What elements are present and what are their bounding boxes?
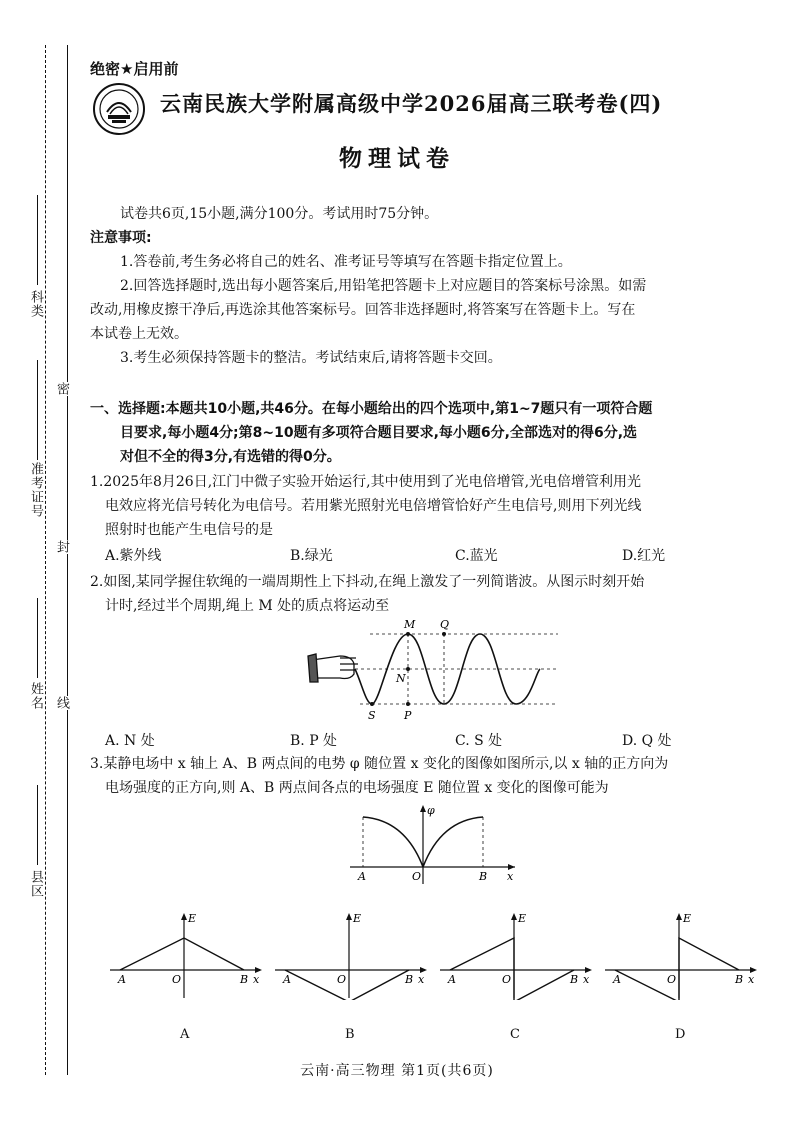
binding-line-outer [45,45,46,1075]
label-p: P [404,709,412,722]
section-heading: 一、选择题:本题共10小题,共46分。在每小题给出的四个选项中,第1~7题只有一项符合题 [90,401,653,417]
svg-text:O: O [502,973,512,986]
note-line: 2.回答选择题时,选出每小题答案后,用铅笔把答题卡上对应题目的答案标号涂黑。如需 [120,278,647,294]
q3-stem: 电场强度的正方向,则 A、B 两点间各点的电场强度 E 随位置 x 变化的图像可能为 [105,780,609,796]
q1-option-c[interactable]: C.蓝光 [455,548,498,564]
q3-option-b-label[interactable]: B [345,1027,355,1042]
subject-label: 科类 [28,290,43,318]
county-label: 县区 [28,870,43,898]
svg-text:x: x [253,973,260,986]
q2-stem: 计时,经过半个周期,绳上 M 处的质点将运动至 [105,598,390,614]
q1-stem: 1.2025年8月26日,江门中微子实验开始运行,其中使用到了光电倍增管,光电倍增管利用光 [90,474,642,490]
svg-text:A: A [613,973,621,986]
secret-mark: 绝密★启用前 [90,60,179,78]
section-heading: 目要求,每小题4分;第8~10题有多项符合题目要求,每小题6分,全部选对的得6分,选 [120,425,638,441]
label-n: N [396,672,406,685]
svg-text:A: A [448,973,456,986]
q1-stem: 照射时也能产生电信号的是 [105,522,273,538]
svg-text:B: B [570,973,579,986]
phi-label-x: x [507,870,514,883]
svg-text:A: A [283,973,291,986]
q3-option-d-graph[interactable] [605,910,765,1000]
phi-label-a: A [358,870,366,883]
phi-axis-label: φ [427,804,435,817]
exam-id-blank [37,360,38,460]
subject-blank [37,195,38,285]
q2-option-a[interactable]: A. N 处 [105,733,155,749]
county-blank [37,785,38,865]
svg-text:E: E [188,912,197,925]
seal-char-xian: 线 [54,696,69,710]
q3-option-c-label[interactable]: C [510,1027,520,1042]
q1-stem: 电效应将光信号转化为电信号。若用紫光照射光电倍增管恰好产生电信号,则用下列光线 [105,498,642,514]
svg-text:E: E [683,912,692,925]
q1-option-b[interactable]: B.绿光 [290,548,333,564]
seal-char-feng: 封 [54,540,69,554]
name-blank [37,598,38,678]
phi-label-o: O [412,870,422,883]
page-footer: 云南·高三物理 第1页(共6页) [300,1063,494,1079]
q3-option-a-graph[interactable] [110,910,270,1000]
note-line: 3.考生必须保持答题卡的整洁。考试结束后,请将答题卡交回。 [120,350,502,366]
q3-phi-graph [345,802,525,887]
q3-option-c-graph[interactable] [440,910,600,1000]
svg-text:x: x [583,973,590,986]
q2-option-d[interactable]: D. Q 处 [622,733,672,749]
svg-text:E: E [518,912,527,925]
q2-option-c[interactable]: C. S 处 [455,733,503,749]
q1-option-a[interactable]: A.紫外线 [105,548,162,564]
q1-option-d[interactable]: D.红光 [622,548,666,564]
svg-text:O: O [667,973,677,986]
svg-text:O: O [172,973,182,986]
name-label: 姓名 [28,682,43,710]
label-q: Q [440,618,450,631]
svg-text:O: O [337,973,347,986]
phi-label-b: B [479,870,488,883]
label-s: S [368,709,376,722]
q2-stem: 2.如图,某同学握住软绳的一端周期性上下抖动,在绳上激发了一列简谐波。从图示时刻开始 [90,574,645,590]
q3-option-b-graph[interactable] [275,910,435,1000]
q3-stem: 3.某静电场中 x 轴上 A、B 两点间的电势 φ 随位置 x 变化的图像如图所示,以 x 轴的正方向为 [90,756,669,772]
q3-option-d-label[interactable]: D [675,1027,686,1042]
svg-text:B: B [405,973,414,986]
note-line: 改动,用橡皮擦干净后,再选涂其他答案标号。回答非选择题时,将答案写在答题卡上。写在 [90,302,636,318]
seal-char-mi: 密 [54,382,69,396]
svg-text:x: x [418,973,425,986]
binding-line-inner [67,45,68,1075]
svg-text:A: A [118,973,126,986]
q3-option-a-label[interactable]: A [180,1027,190,1042]
school-title: 云南民族大学附属高级中学2026届高三联考卷(四) [160,91,663,116]
svg-text:B: B [735,973,744,986]
svg-text:E: E [353,912,362,925]
note-line: 1.答卷前,考生务必将自己的姓名、准考证号等填写在答题卡指定位置上。 [120,254,572,270]
note-line: 本试卷上无效。 [90,326,188,342]
q2-wave-figure [300,612,570,727]
exam-intro: 试卷共6页,15小题,满分100分。考试用时75分钟。 [120,206,439,222]
notes-heading: 注意事项: [90,230,152,246]
paper-title: 物理试卷 [339,145,455,172]
q2-option-b[interactable]: B. P 处 [290,733,338,749]
hand-icon [308,654,358,682]
label-m: M [404,618,416,631]
svg-text:x: x [748,973,755,986]
school-logo [92,82,146,136]
exam-id-label: 准考证号 [28,462,43,518]
svg-text:B: B [240,973,249,986]
section-heading: 对但不全的得3分,有选错的得0分。 [120,449,341,465]
